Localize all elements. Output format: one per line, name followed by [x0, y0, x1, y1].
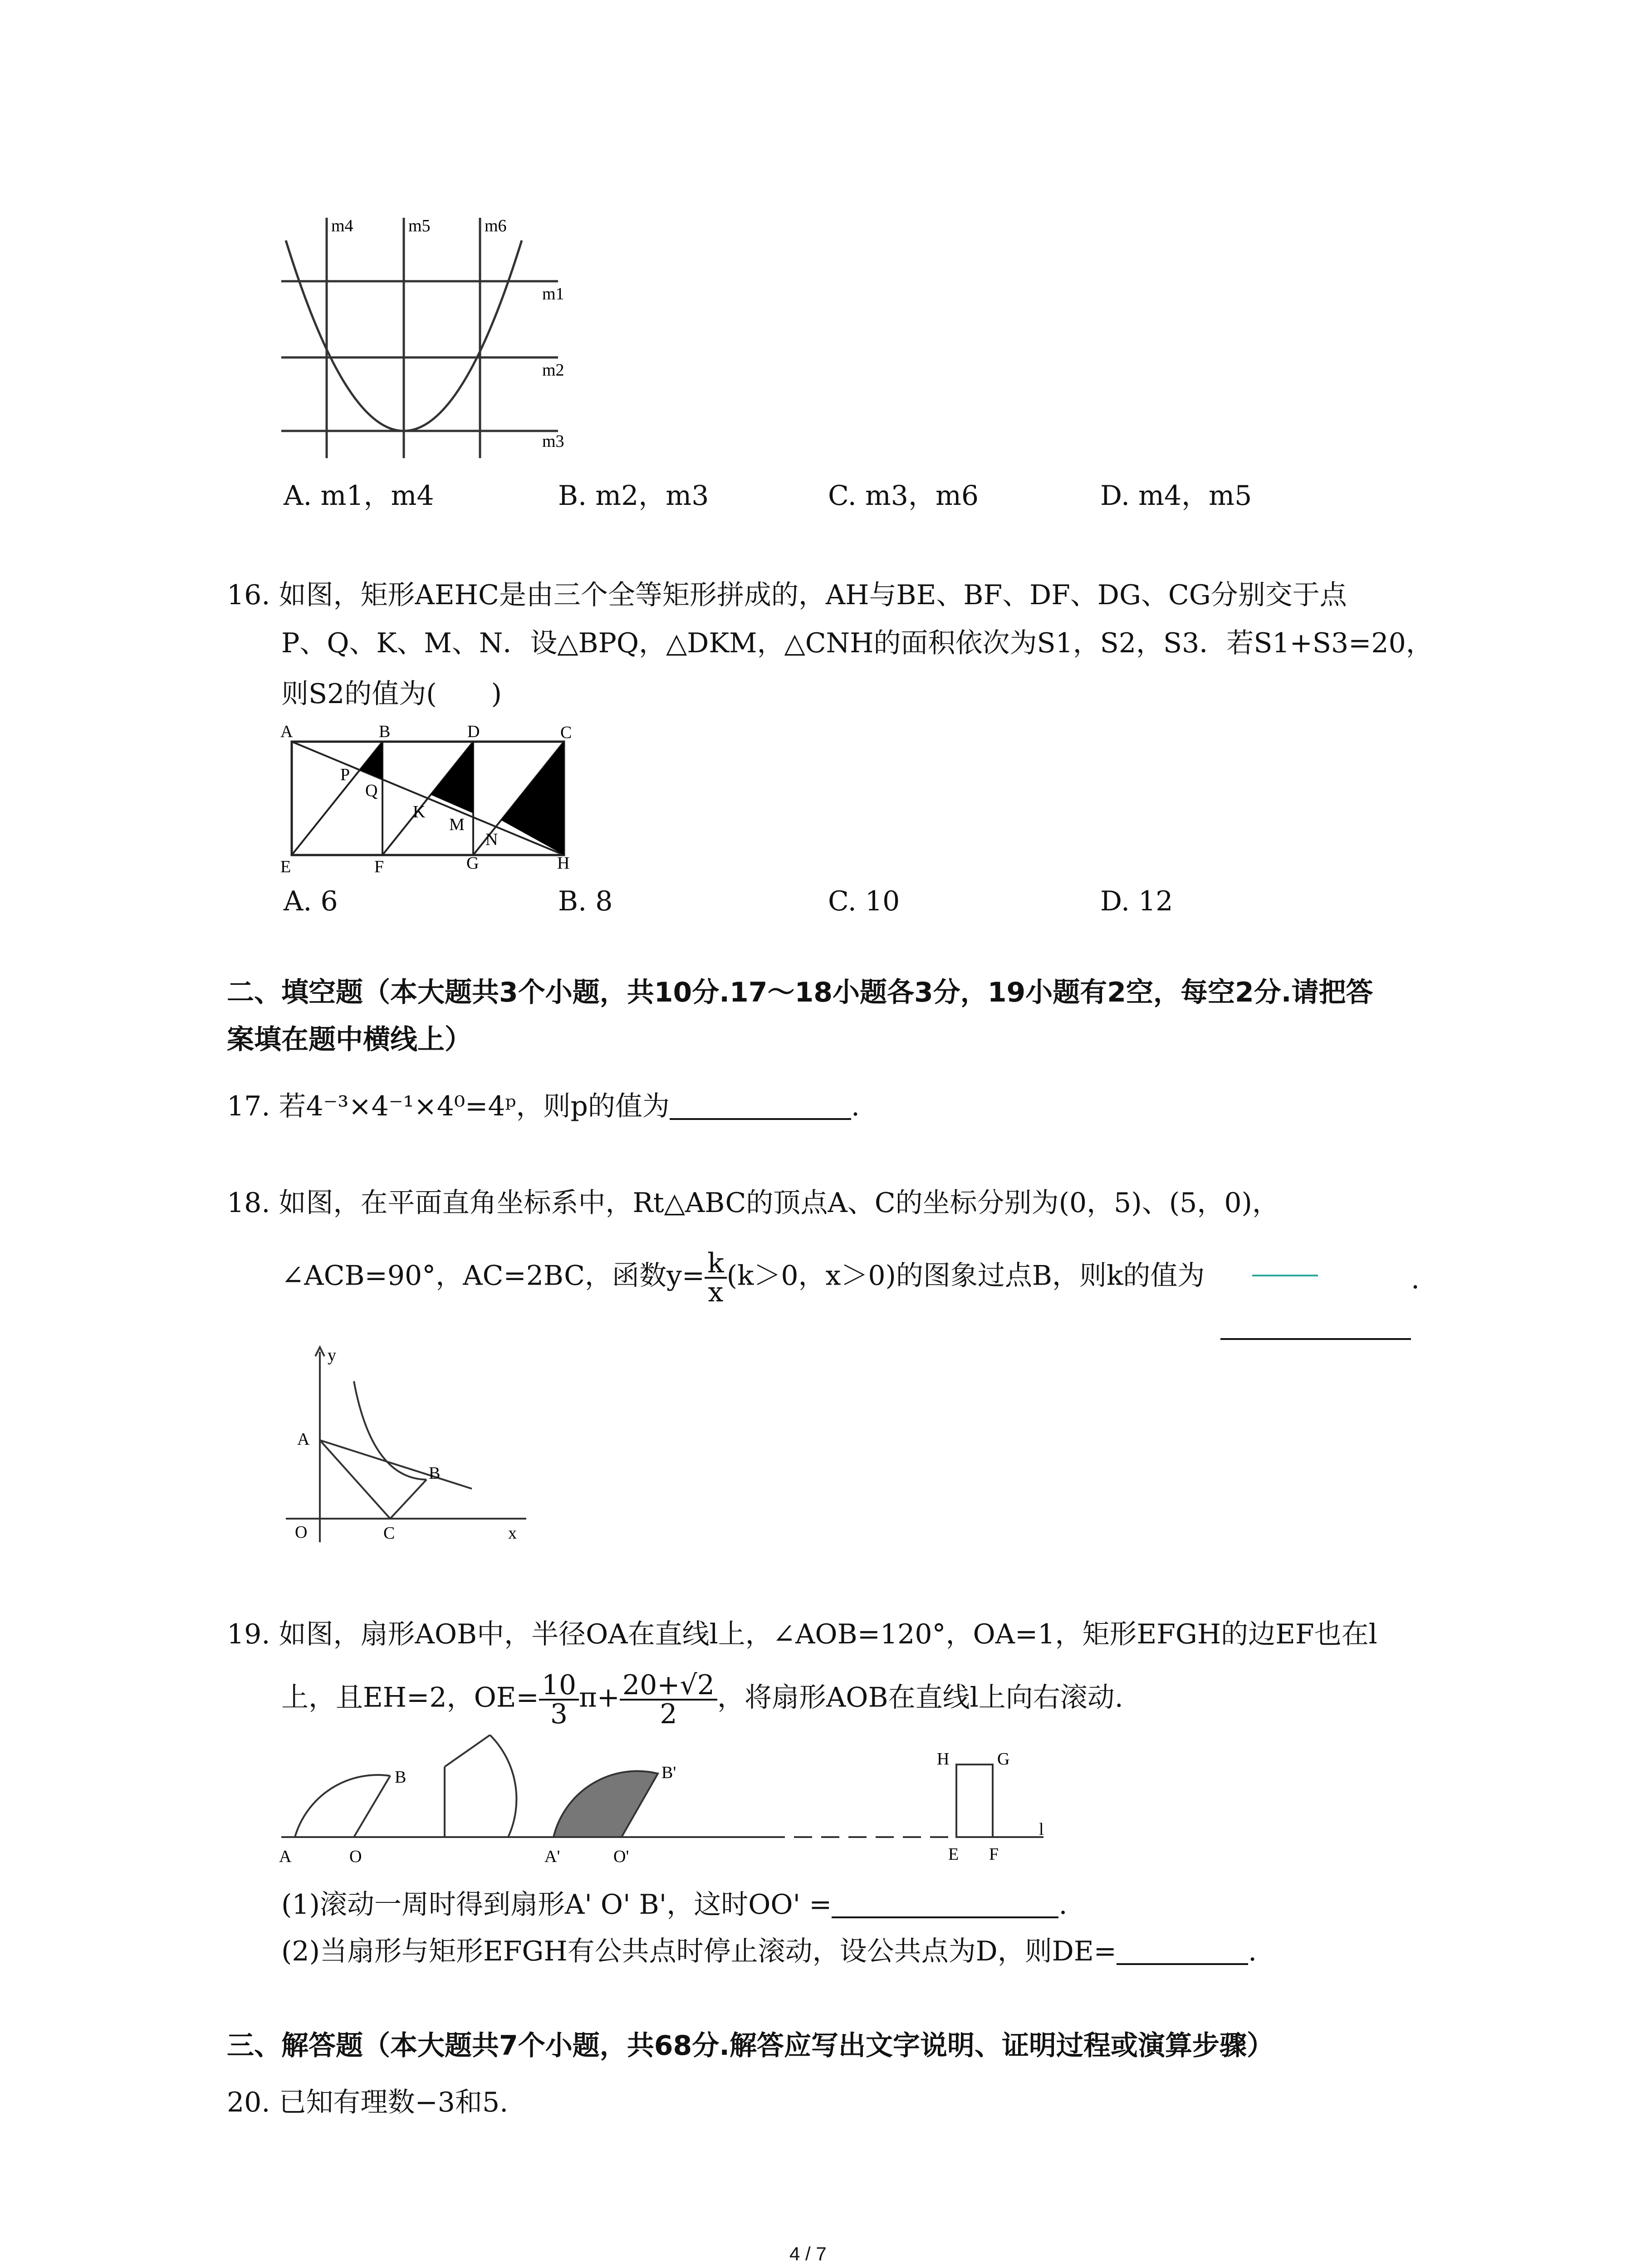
fig-label-l: l — [1039, 1820, 1044, 1839]
q19-line-2 — [281, 1669, 1123, 1730]
q16-line-2: P、Q、K、M、N．设△BPQ，△DKM，△CNH的面积依次为S1，S2，S3．若S1+S3=20， — [281, 627, 1433, 659]
q18-line-1: 18. 如图，在平面直角坐标系中，Rt△ABC的顶点A、C的坐标分别为(0，5)、(5，0)， — [227, 1187, 1279, 1219]
q18-figure — [277, 1343, 531, 1551]
fig-label-H: H — [557, 854, 570, 873]
fig-label-B-prime: B' — [661, 1763, 676, 1782]
fig-label-B: B — [429, 1464, 441, 1483]
q19-line-2b: ，将扇形AOB在直线l上向右滚动. — [717, 1681, 1123, 1714]
q16-option-d: D. 12 — [1100, 885, 1173, 917]
fig-label-A: A — [297, 1430, 310, 1449]
q17-text — [227, 1091, 860, 1120]
q15-option-d: D. m4，m5 — [1100, 480, 1252, 512]
q19-sub-1-blank[interactable] — [832, 1889, 1058, 1918]
q19-frac1-den: 3 — [550, 1698, 568, 1730]
fig-label-F: F — [989, 1845, 999, 1864]
q19-sub-2-blank[interactable] — [1117, 1936, 1248, 1965]
fig-label-m4: m4 — [331, 216, 353, 235]
fig-label-D: D — [467, 723, 480, 741]
q16-option-b: B. 8 — [558, 885, 613, 917]
fig-label-A: A — [280, 723, 293, 741]
q19-pi-plus: π+ — [579, 1681, 620, 1714]
q19-sub-2-text: (2)当扇形与矩形EFGH有公共点时停止滚动，设公共点为D，则DE= — [281, 1936, 1117, 1967]
q16-option-c: C. 10 — [828, 885, 900, 917]
fig-label-m5: m5 — [408, 216, 431, 235]
fig-label-F: F — [374, 857, 384, 876]
q17-period: . — [851, 1090, 860, 1122]
q16-line-1: 16. 如图，矩形AEHC是由三个全等矩形拼成的，AH与BE、BF、DF、DG、CG分别交于点 — [227, 579, 1347, 611]
q19-sub-2-period: . — [1248, 1936, 1257, 1967]
fig-label-x: x — [508, 1524, 517, 1543]
q18-frac-num: k — [705, 1250, 726, 1279]
section-2-heading-cont: 案填在题中横线上） — [227, 1024, 472, 1056]
fig-label-m3: m3 — [542, 432, 564, 451]
q18-fraction — [705, 1247, 726, 1308]
fig-label-O: O — [295, 1523, 308, 1542]
page-number: 4 / 7 — [789, 2243, 827, 2264]
q15-option-a: A. m1，m4 — [284, 480, 434, 512]
fig-label-C: C — [560, 723, 572, 742]
q15-option-c: C. m3，m6 — [828, 480, 979, 512]
fig-label-K: K — [413, 802, 426, 821]
q17-answer-blank[interactable] — [670, 1091, 851, 1120]
fig-label-H: H — [937, 1750, 950, 1769]
q19-line-1: 19. 如图，扇形AOB中，半径OA在直线l上，∠AOB=120°，OA=1，矩形EFGH的边EF也在l — [227, 1618, 1377, 1650]
fig-label-m2: m2 — [542, 361, 564, 380]
fig-label-A-prime: A' — [544, 1847, 560, 1866]
q19-fraction-1 — [539, 1669, 579, 1730]
q20-text: 20. 已知有理数−3和5. — [227, 2087, 509, 2118]
fig-label-M: M — [449, 815, 465, 834]
fig-label-N: N — [485, 830, 498, 849]
q19-frac2-den: 2 — [660, 1698, 677, 1730]
fig-label-G: G — [466, 854, 479, 873]
fig-label-A: A — [279, 1847, 292, 1866]
fig-label-B: B — [395, 1768, 407, 1787]
q19-line-2a: 上，且EH=2，OE= — [281, 1681, 539, 1714]
q19-sub-1 — [281, 1889, 1068, 1921]
q16-line-3: 则S2的值为( ) — [281, 678, 502, 710]
q16-figure — [277, 723, 585, 878]
fig-label-B: B — [379, 723, 391, 741]
q18-line-2b: (k＞0，x＞0)的图象过点B，则k的值为 — [726, 1260, 1205, 1292]
fig-label-m6: m6 — [485, 216, 507, 235]
fig-label-Q: Q — [365, 781, 378, 800]
section-2-heading: 二、填空题（本大题共3个小题，共10分.17～18小题各3分，19小题有2空，每空2分.请把答 — [227, 977, 1373, 1008]
q18-line-2a: ∠ACB=90°，AC=2BC，函数y= — [281, 1260, 705, 1292]
fig-label-C: C — [383, 1524, 395, 1543]
q18-line-2 — [281, 1247, 1205, 1308]
fig-label-P: P — [340, 765, 350, 784]
q19-frac2-num: 20+√2 — [620, 1672, 717, 1701]
q18-answer-mark — [1252, 1275, 1318, 1276]
q19-fraction-2 — [620, 1669, 717, 1730]
q18-answer-blank[interactable] — [1220, 1338, 1411, 1340]
q19-sub-2 — [281, 1936, 1257, 1965]
q15-figure — [268, 213, 585, 458]
fig-label-y: y — [328, 1346, 336, 1365]
fig-label-E: E — [948, 1845, 959, 1864]
fig-label-O-prime: O' — [613, 1847, 629, 1866]
q18-frac-den: x — [708, 1276, 724, 1308]
fig-label-m1: m1 — [542, 284, 564, 303]
q19-frac1-num: 10 — [539, 1672, 579, 1701]
fig-label-G: G — [997, 1750, 1010, 1769]
q19-sub-1-text: (1)滚动一周时得到扇形A' O' B'，这时OO' = — [281, 1889, 832, 1921]
q18-period: . — [1411, 1263, 1420, 1295]
q15-option-b: B. m2，m3 — [558, 480, 709, 512]
q19-figure — [272, 1728, 1066, 1869]
fig-label-O: O — [349, 1847, 362, 1866]
q16-option-a: A. 6 — [284, 885, 338, 917]
q19-sub-1-period: . — [1058, 1889, 1068, 1921]
fig-label-E: E — [280, 857, 291, 876]
q17-question: 17. 若4⁻³×4⁻¹×4⁰=4ᵖ，则p的值为 — [227, 1090, 670, 1122]
section-3-heading: 三、解答题（本大题共7个小题，共68分.解答应写出文字说明、证明过程或演算步骤） — [227, 2030, 1274, 2062]
